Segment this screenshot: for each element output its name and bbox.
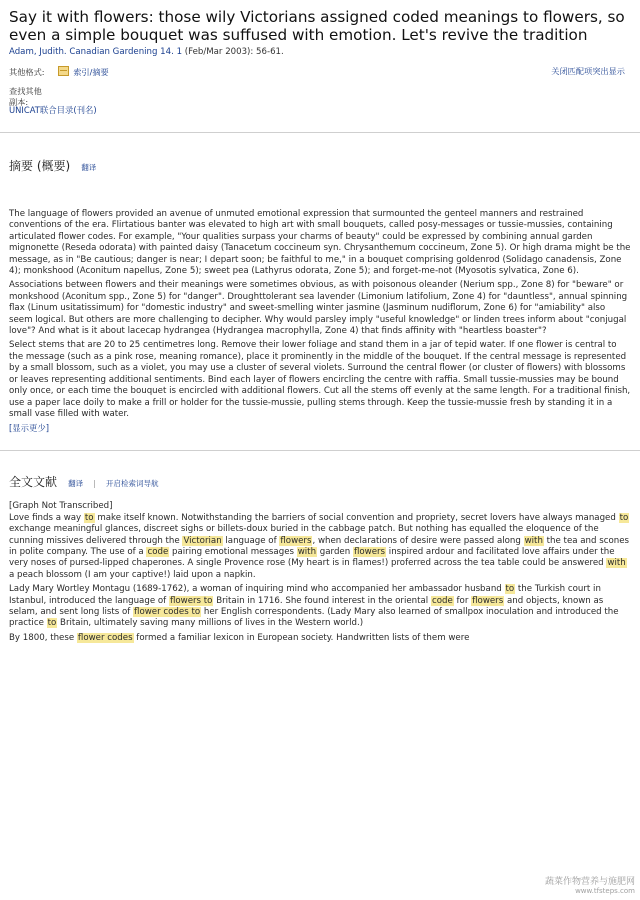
abstract-paragraph: Associations between flowers and their meanings were sometimes obvious, as with poisonous oleander (Nerium spp., Zone 8) for "beware" or monkshood (Aconitum spp., Zone 5) for "danger". Droughttolerant sea lavender (Limonium latifolium, Zone 4) for "dauntless", annual spinning flax (Linum usitatissimum) for "domestic industry" and sweet-smelling winter jasmine (Jasminum nudiflorum, Zone 6) for "amiability" also seem logical. But others are more challenging to decipher. Why would parsley imply "useful knowledge" or linden trees inform about "conjugal love"? And what is it about lacecap hydrangea (Hydrangea macrophylla, Zone 4) that finds affinity with "heartless boaster"? [9,280,628,337]
fulltext-paragraph [9,633,631,644]
watermark-text: 蔬菜作物营养与施肥网 [544,877,635,887]
divider [0,450,640,451]
search-term-highlight: Victorian [183,535,222,546]
text-run: garden [317,546,353,557]
text-run: her English correspondents. (Lady Mary also learned of smallpox inoculation and introduced the practice [9,606,619,629]
fulltext-header [9,471,631,489]
search-term-highlight: with [607,558,626,569]
search-term-highlight: to [47,618,57,629]
search-term-highlight: flower codes to [134,606,201,617]
watermark [545,878,635,896]
search-term-highlight: with [297,546,317,557]
search-term-highlight: to [84,512,94,523]
fulltext-paragraph [9,584,631,630]
search-term-highlight: flowers [472,595,504,606]
text-run: pairing emotional messages [169,546,297,557]
search-term-highlight: code [147,546,169,557]
text-run: , when declarations of desire were passed along [312,535,524,546]
abstract-paragraph: Select stems that are 20 to 25 centimetres long. Remove their lower foliage and stand them in a jar of tepid water. If one flower is central to the message (such as a pink rose, meaning romance), place it prominently in the middle of the bouquet. If the central message is represented by a small blossom, such as a violet, you may use a cluster of several violets. Surround the central flower (or cluster of flowers) with blossoms or leaves representing additional sentiments. Bind each layer of flowers encircling the centre with raffia. Small tussie-mussies may be bound only once, or each time the bouquet is encircled with additional flowers. Cut all the stems off evenly at the same length. For a traditional finish, use a paper lace doily to make a frill or holder for the tussie-mussie, pulling stems through. Keep the tussie-mussie fresh by standing it in a small vase filled with water. [9,340,631,419]
article-title: Say it with flowers: those wily Victorians assigned coded meanings to flowers, so even a simple bouquet was suffused with emotion. Let's revive the tradition [9,8,625,44]
text-run: exchange meaningful glances, discreet sighs or billets-doux buried in the cabbage patch. But nothing has equalled the eloquence of the cunning missives delivered through the [9,524,599,546]
index-abstract-link[interactable]: 索引/摘要 [73,67,109,77]
search-term-highlight: flowers to [169,595,213,606]
text-run: Britain, ultimately saving many millions of lives in the Western world.) [57,618,364,629]
abstract-translate-link[interactable]: 翻译 [81,163,97,172]
text-run: make itself known. Notwithstanding the barriers of social convention and propriety, secret lovers have always managed [94,512,619,523]
search-term-highlight: code [431,595,453,606]
toggle-highlight-link[interactable]: 关闭匹配项突出显示 [551,66,625,76]
text-run: the Turkish court in Istanbul, introduced the language of [9,584,601,606]
text-run: the tea and scones in polite company. The use of a [9,535,630,557]
search-term-highlight: to [505,584,515,595]
abstract-paragraph: The language of flowers provided an avenue of unmuted emotional expression that surmounted the genteel manners and restrained conventions of the era. Flirtatious banter was elevated to high art with small bouquets, called posy-messages or tussie-mussies, containing articulated flower codes. For example, "Your qualities surpass your charms of beauty" could be expressed by combining annual garden mignonette (Reseda odorata) with painted daisy (Tanacetum coccineum syn. Chrysanthemum coccineum, Zone 5). Or high drama might be the message, as in "Be cautious; danger is near; I depart soon; be faithful to me," in a bouquet comprising goldenrod (Solidago canadensis, Zone 4); monkshood (Aconitum napellus, Zone 5); sweet pea (Lathyrus odorata, Zone 5); and forget-me-not (Myosotis sylvatica, Zone 6). [9,209,631,277]
text-run: Love finds a way [9,512,84,523]
term-navigation-link[interactable]: 开启检索词导航 [106,479,159,489]
text-run: language of [222,535,280,546]
other-copies-label: 查找其他副本: [9,86,42,107]
search-term-highlight: with [524,535,543,546]
text-run: Lady Mary Wortley Montagu (1689-1762), a woman of inquiring mind who accompanied her ambassador husband [9,584,505,595]
document-icon [58,66,69,76]
abstract-header [9,155,631,173]
fulltext-paragraph [9,513,631,581]
text-run: a peach blossom (I am your captive!) laid upon a napkin. [9,569,256,580]
text-run: By 1800, these [9,632,77,643]
graph-note: [Graph Not Transcribed] [9,501,113,512]
divider [0,132,640,133]
unicat-link[interactable]: UNICAT联合目录(刊名) [9,105,97,115]
text-run: and objects, known as selam, and sent long lists of [9,595,604,617]
other-copies-row [9,86,631,107]
text-run: for [453,595,472,606]
other-formats-row [9,66,631,77]
text-run: inspired ardour and facilitated love affairs under the very noses of pursed-lipped chaperones. A single Provence rose (My heart is in flames!) proferred across the tea table could be answered [9,546,615,569]
separator-pipe: | [93,479,96,489]
citation [9,47,631,57]
show-less-link[interactable]: [显示更少] [9,423,50,434]
search-term-highlight: flowers [280,535,312,546]
fulltext-translate-link[interactable]: 翻译 [68,479,84,489]
text-run: Britain in 1716. She found interest in the oriental [213,595,431,606]
other-formats-label: 其他格式: [9,67,45,77]
watermark-domain: www.tfsteps.com [575,887,635,895]
citation-date: (Feb/Mar 2003): 56-61. [184,47,284,57]
citation-source-link[interactable]: Adam, Judith. Canadian Gardening 14. 1 [9,47,183,57]
search-term-highlight: flower codes [77,632,133,643]
fulltext-heading: 全文文献 [9,475,58,490]
search-term-highlight: to [619,512,629,523]
abstract-heading: 摘要 (概要) [9,159,71,173]
search-term-highlight: flowers [353,546,386,557]
text-run: formed a familiar lexicon in European society. Handwritten lists of them were [133,632,470,643]
